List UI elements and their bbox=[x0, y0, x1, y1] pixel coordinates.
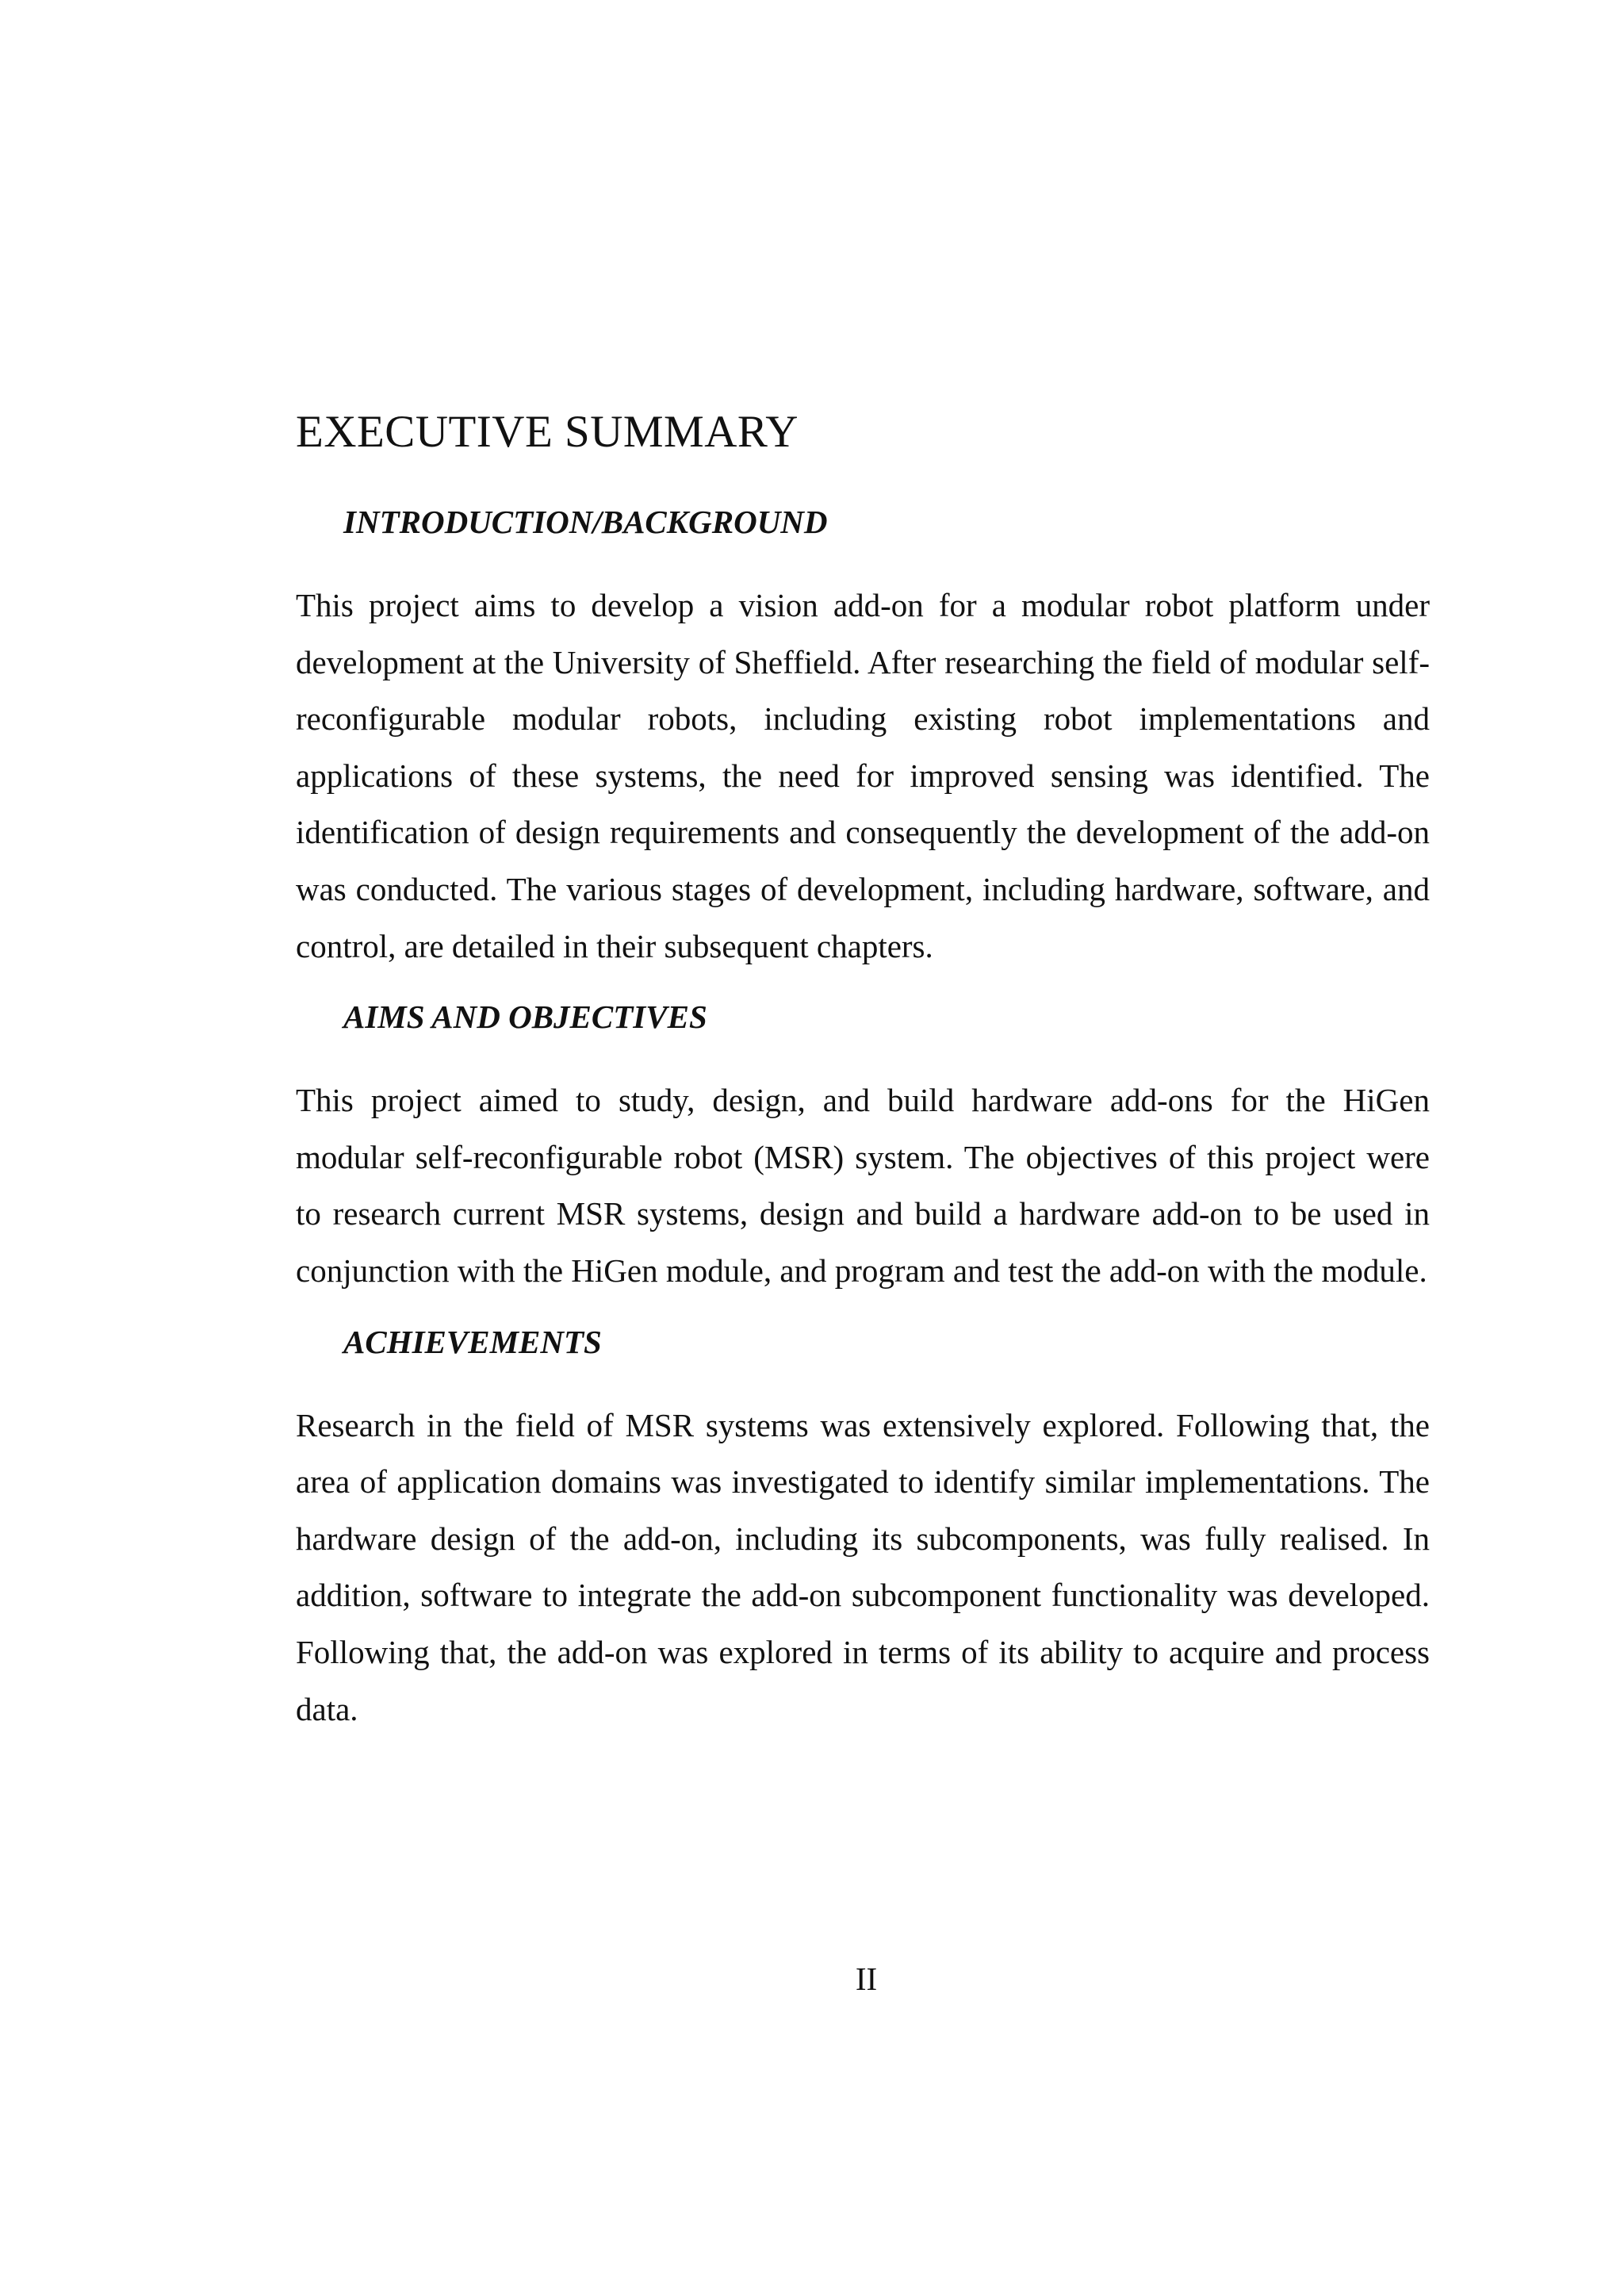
section-body-introduction: This project aims to develop a vision add-on for a modular robot platform under development at the University of Sheffield. After researching the field of modular self-reconfigurable modular robots, including existing robot implementations and applications of these systems, the need for improved sensing was identified. The identification of design requirements and consequently the development of the add-on was conducted. The various stages of development, including hardware, software, and control, are detailed in their subsequent chapters. bbox=[296, 587, 1430, 964]
page-number: II bbox=[855, 1961, 878, 1997]
page-content bbox=[296, 401, 1430, 1738]
section-heading-aims: AIMS AND OBJECTIVES bbox=[343, 999, 707, 1036]
section-heading-introduction: INTRODUCTION/BACKGROUND bbox=[343, 504, 828, 540]
section-body-achievements: Research in the field of MSR systems was extensively explored. Following that, the area of application domains was investigated to identify similar implementations. The hardware design of the add-on, including its subcomponents, was fully realised. In addition, software to integrate the add-on subcomponent functionality was developed. Following that, the add-on was explored in terms of its ability to acquire and process data. bbox=[296, 1406, 1430, 1727]
document-title: EXECUTIVE SUMMARY bbox=[296, 407, 799, 457]
section-body-aims: This project aimed to study, design, and build hardware add-ons for the HiGen modular self-reconfigurable robot (MSR) system. The objectives of this project were to research current MSR systems, design and build a hardware add-on to be used in conjunction with the HiGen module, and program and test the add-on with the module. bbox=[296, 1082, 1430, 1289]
section-heading-achievements: ACHIEVEMENTS bbox=[343, 1323, 602, 1360]
